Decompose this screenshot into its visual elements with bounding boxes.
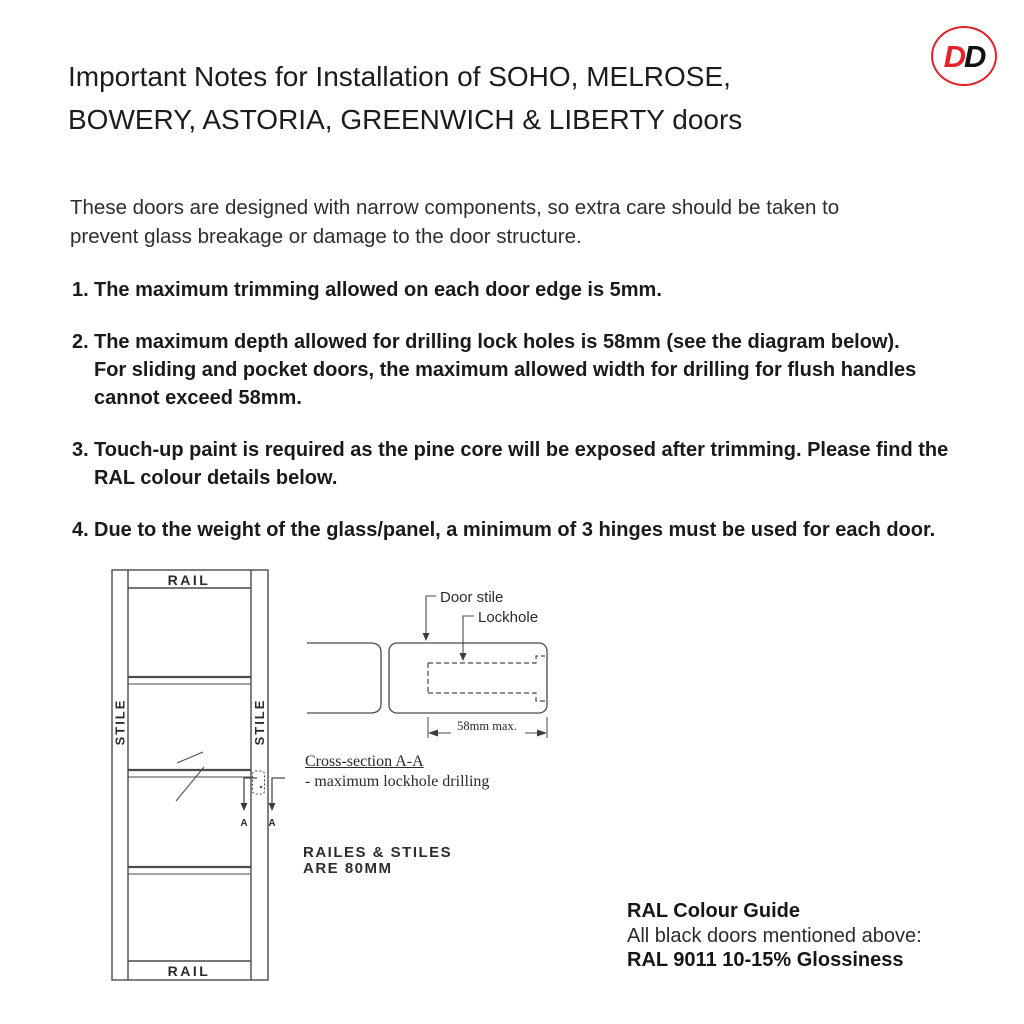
lockhole-dashed-outline [428,656,545,701]
note-text: Due to the weight of the glass/panel, a minimum of 3 hinges must be used for each door. [94,519,936,541]
dimension-58mm-label: 58mm max. [457,719,517,733]
ral-guide-value: RAL 9011 10-15% Glossiness [627,949,904,971]
rail-top-label: RAIL [167,572,211,588]
note-text: For sliding and pocket doors, the maximum allowed width for drilling for flush handles [94,359,917,381]
section-arrowhead-left [241,803,248,811]
lockhole-center-dot [260,786,262,788]
section-arrowhead-right [269,803,276,811]
logo-letter-red: D [943,38,964,74]
dd-brand-logo [931,26,997,86]
title-line-1: Important Notes for Installation of SOHO, MELROSE, [68,61,731,92]
rails-note-line-2: ARE 80MM [303,860,393,877]
stile-section-left-piece [307,643,381,713]
rails-stiles-note [303,845,452,877]
glass-mark-2 [176,767,204,801]
title-line-2: BOWERY, ASTORIA, GREENWICH & LIBERTY doors [68,104,743,135]
installation-notes-list [72,276,948,568]
lockhole-label: Lockhole [478,609,539,626]
intro-line-1: These doors are designed with narrow components, so extra care should be taken to [70,196,840,219]
note-text: The maximum depth allowed for drilling lock holes is 58mm (see the diagram below). [94,331,900,353]
lockhole-marker [253,771,265,794]
glass-mark-1 [177,752,203,763]
page-title [68,55,742,141]
intro-paragraph [70,193,839,251]
note-text: The maximum trimming allowed on each door edge is 5mm. [94,279,662,301]
stile-section-body [389,643,547,713]
ral-colour-guide [627,899,922,973]
rail-bottom-label: RAIL [167,963,211,979]
note-text: RAL colour details below. [94,467,338,489]
note-number: 1. [72,279,89,301]
lockhole-arrowhead [460,653,467,661]
cross-section-subtitle: - maximum lockhole drilling [305,773,490,790]
door-stile-arrowhead [423,633,430,641]
note-item-4 [72,516,948,544]
door-stile-label: Door stile [440,589,504,606]
note-text: cannot exceed 58mm. [94,387,302,409]
note-item-3 [72,436,948,492]
stile-left-label: STILE [112,698,128,746]
note-number: 4. [72,519,89,541]
note-item-1 [72,276,948,304]
cross-section-caption [305,752,489,792]
note-item-2 [72,328,948,412]
lockhole-leader [463,616,474,655]
ral-guide-subtitle: All black doors mentioned above: [627,924,922,947]
door-stile-leader [426,596,436,636]
door-elevation-diagram [95,555,305,1000]
door-outline [112,570,268,980]
note-number: 2. [72,331,89,353]
section-arrow-right [272,778,285,804]
stile-right-label: STILE [252,698,267,746]
lockhole-cross-section-diagram [295,570,585,750]
cross-section-title: Cross-section A-A [305,753,424,770]
dim-arrowhead-right [537,730,547,737]
ral-guide-title: RAL Colour Guide [627,900,800,922]
dim-arrowhead-left [428,730,438,737]
section-marker-a-right: A [268,818,276,829]
section-marker-a-left: A [240,818,248,829]
note-text: Touch-up paint is required as the pine core will be exposed after trimming. Please find the [94,439,949,461]
note-number: 3. [72,439,89,461]
intro-line-2: prevent glass breakage or damage to the door structure. [70,225,582,248]
rails-note-line-1: RAILES & STILES [303,844,453,861]
logo-letter-black: D [964,38,985,74]
